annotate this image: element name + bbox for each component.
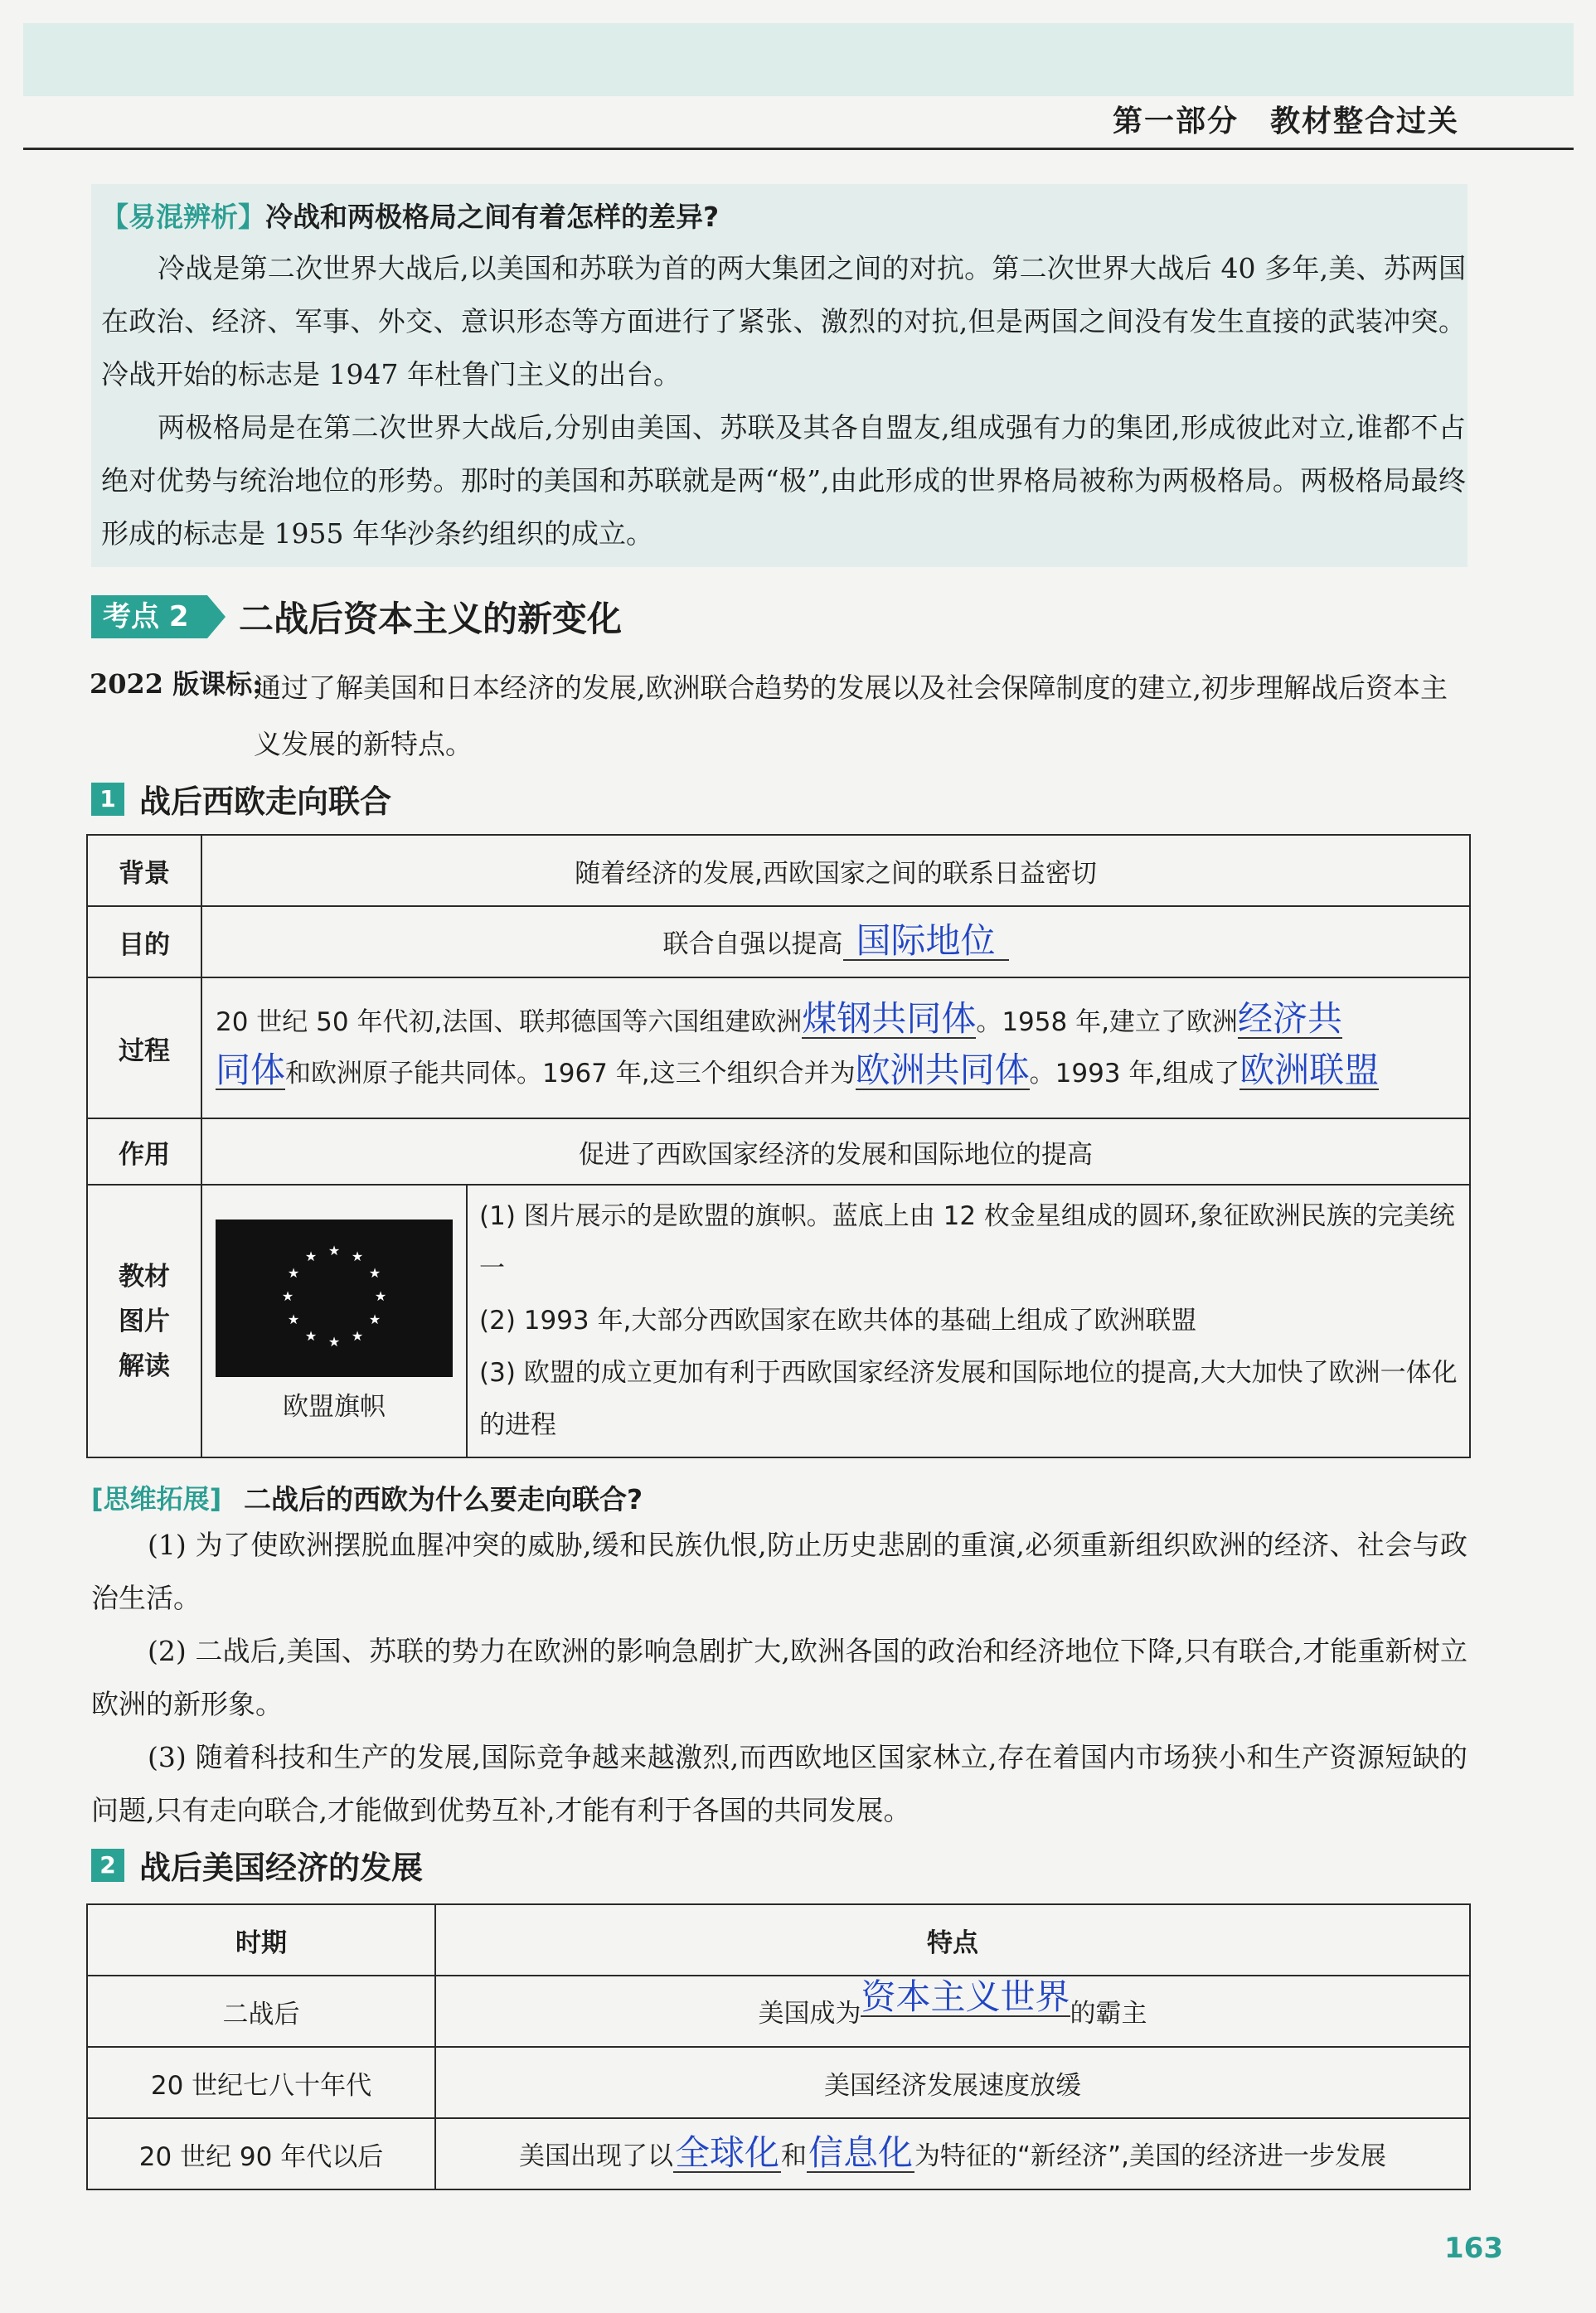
star-icon: ★ — [368, 1312, 381, 1327]
confusion-analysis-box — [91, 184, 1467, 567]
row-content — [201, 977, 1470, 1118]
curriculum-standard-label: 2022 版课标: — [90, 668, 263, 700]
star-icon: ★ — [327, 1243, 341, 1258]
label-line: 图片 — [119, 1306, 170, 1336]
star-icon: ★ — [304, 1328, 318, 1344]
process-text: 20 世纪 50 年代初,法国、联邦德国等六国组建欧洲 — [216, 1007, 803, 1037]
think-expand-tag: [思维拓展] — [91, 1483, 222, 1515]
process-text: 和欧洲原子能共同体。1967 年,这三个组织合并为 — [285, 1059, 856, 1089]
label-line: 教材 — [119, 1261, 170, 1292]
table-row — [87, 835, 1470, 906]
star-icon: ★ — [374, 1288, 387, 1304]
interpretation-point: (2) 1993 年,大部分西欧国家在欧共体的基础上组成了欧洲联盟 — [479, 1306, 1197, 1336]
analysis-paragraph: 冷战是第二次世界大战后,以美国和苏联为首的两大集团之间的对抗。第二次世界大战后 40 多年,美、苏两国在政治、经济、军事、外交、意识形态等方面进行了紧张、激烈的对抗,但是两国之间没有发生直接的武装冲突。冷战开始的标志是 1947 年杜鲁门主义的出台。 — [101, 252, 1466, 390]
column-header: 特点 — [435, 1904, 1470, 1976]
row-content: 随着经济的发展,西欧国家之间的联系日益密切 — [201, 835, 1470, 906]
row-label: 背景 — [87, 835, 201, 906]
column-header: 时期 — [87, 1904, 435, 1976]
think-expand-body — [91, 1519, 1467, 1837]
star-icon: ★ — [368, 1265, 381, 1281]
image-interpretation — [467, 1185, 1470, 1457]
header-divider — [23, 148, 1574, 150]
answer-fill: 经济共 — [1237, 998, 1342, 1039]
answer-fill: 全球化 — [674, 2132, 779, 2173]
feature-cell: 美国经济发展速度放缓 — [435, 2047, 1470, 2118]
page-header-title: 第一部分 教材整合过关 — [1112, 104, 1459, 138]
interpretation-point: (3) 欧盟的成立更加有利于西欧国家经济发展和国际地位的提高,大大加快了欧洲一体化的进程 — [479, 1358, 1458, 1440]
section-badge: 考点 2 — [91, 595, 207, 638]
row-label: 作用 — [87, 1118, 201, 1185]
answer-fill: 煤钢共同体 — [802, 998, 977, 1039]
table-row — [87, 977, 1470, 1118]
western-europe-table — [86, 834, 1471, 1458]
star-icon: ★ — [327, 1334, 341, 1350]
row-label: 目的 — [87, 906, 201, 977]
star-icon: ★ — [304, 1249, 318, 1264]
answer-fill: 资本主义世界 — [861, 1976, 1070, 2017]
row-content: 促进了西欧国家经济的发展和国际地位的提高 — [201, 1118, 1470, 1185]
analysis-paragraph: 两极格局是在第二次世界大战后,分别由美国、苏联及其各自盟友,组成强有力的集团,形成彼此对立,谁都不占绝对优势与统治地位的形势。那时的美国和苏联就是两“极”,由此形成的世界格局被称为两极格局。两极格局最终形成的标志是 1955 年华沙条约组织的成立。 — [101, 411, 1466, 550]
star-icon: ★ — [281, 1288, 294, 1304]
star-icon: ★ — [351, 1249, 364, 1264]
feature-text: 美国出现了以 — [519, 2141, 673, 2171]
analysis-heading — [101, 196, 719, 235]
header-band — [23, 23, 1574, 96]
row-label: 过程 — [87, 977, 201, 1118]
table-row — [87, 1118, 1470, 1185]
row-label — [87, 1185, 201, 1457]
think-expand-question: 二战后的西欧为什么要走向联合? — [244, 1483, 643, 1515]
analysis-body — [101, 242, 1466, 560]
section-badge-arrow — [207, 595, 226, 638]
purpose-text: 联合自强以提高 — [662, 929, 843, 959]
image-cell — [201, 1185, 467, 1457]
feature-text: 的霸主 — [1070, 1999, 1147, 2029]
feature-text: 为特征的“新经济”,美国的经济进一步发展 — [914, 2141, 1386, 2171]
label-line: 解读 — [119, 1350, 170, 1381]
table-row — [87, 2047, 1470, 2118]
process-text: 。1993 年,组成了 — [1029, 1059, 1240, 1089]
answer-fill: 国际地位 — [843, 923, 1009, 961]
answer-fill: 同体 — [216, 1050, 286, 1090]
period-cell: 20 世纪七八十年代 — [87, 2047, 435, 2118]
star-icon: ★ — [287, 1312, 300, 1327]
feature-cell — [435, 2118, 1470, 2189]
subsection-number: 2 — [91, 1849, 124, 1882]
think-paragraph: (3) 随着科技和生产的发展,国际竞争越来越激烈,而西欧地区国家林立,存在着国内市场狭小和生产资源短缺的问题,只有走向联合,才能做到优势互补,才能有利于各国的共同发展。 — [91, 1741, 1467, 1826]
us-economy-table — [86, 1903, 1471, 2190]
page-number: 163 — [1444, 2232, 1503, 2265]
interpretation-point: (1) 图片展示的是欧盟的旗帜。蓝底上由 12 枚金星组成的圆环,象征欧洲民族的完美统一 — [479, 1201, 1455, 1283]
feature-cell — [435, 1976, 1470, 2047]
table-row — [87, 906, 1470, 977]
table-row — [87, 2118, 1470, 2189]
table-header-row — [87, 1904, 1470, 1976]
analysis-tag: 【易混辨析】 — [101, 201, 265, 233]
subsection-title: 战后美国经济的发展 — [139, 1850, 424, 1886]
subsection-number: 1 — [91, 783, 124, 816]
answer-fill: 信息化 — [808, 2132, 913, 2173]
think-paragraph: (1) 为了使欧洲摆脱血腥冲突的威胁,缓和民族仇恨,防止历史悲剧的重演,必须重新组织欧洲的经济、社会与政治生活。 — [91, 1529, 1467, 1614]
think-paragraph: (2) 二战后,美国、苏联的势力在欧洲的影响急剧扩大,欧洲各国的政治和经济地位下降,只有联合,才能重新树立欧洲的新形象。 — [91, 1635, 1467, 1720]
subsection-title: 战后西欧走向联合 — [139, 783, 392, 820]
period-cell: 二战后 — [87, 1976, 435, 2047]
feature-text: 和 — [781, 2141, 807, 2171]
analysis-question: 冷战和两极格局之间有着怎样的差异? — [265, 201, 720, 233]
answer-fill: 欧洲联盟 — [1239, 1050, 1380, 1090]
star-icon: ★ — [351, 1328, 364, 1344]
flag-caption: 欧盟旗帜 — [283, 1392, 386, 1422]
answer-fill: 欧洲共同体 — [855, 1050, 1030, 1090]
section-title: 二战后资本主义的新变化 — [239, 599, 623, 639]
row-content — [201, 906, 1470, 977]
period-cell: 20 世纪 90 年代以后 — [87, 2118, 435, 2189]
table-row — [87, 1185, 1470, 1457]
table-row — [87, 1976, 1470, 2047]
process-text: 。1958 年,建立了欧洲 — [976, 1007, 1238, 1037]
eu-flag-image — [216, 1220, 453, 1377]
curriculum-standard-text: 通过了解美国和日本经济的发展,欧洲联合趋势的发展以及社会保障制度的建立,初步理解战后资本主义发展的新特点。 — [254, 672, 1448, 760]
star-icon: ★ — [287, 1265, 300, 1281]
feature-text: 美国成为 — [758, 1999, 861, 2029]
